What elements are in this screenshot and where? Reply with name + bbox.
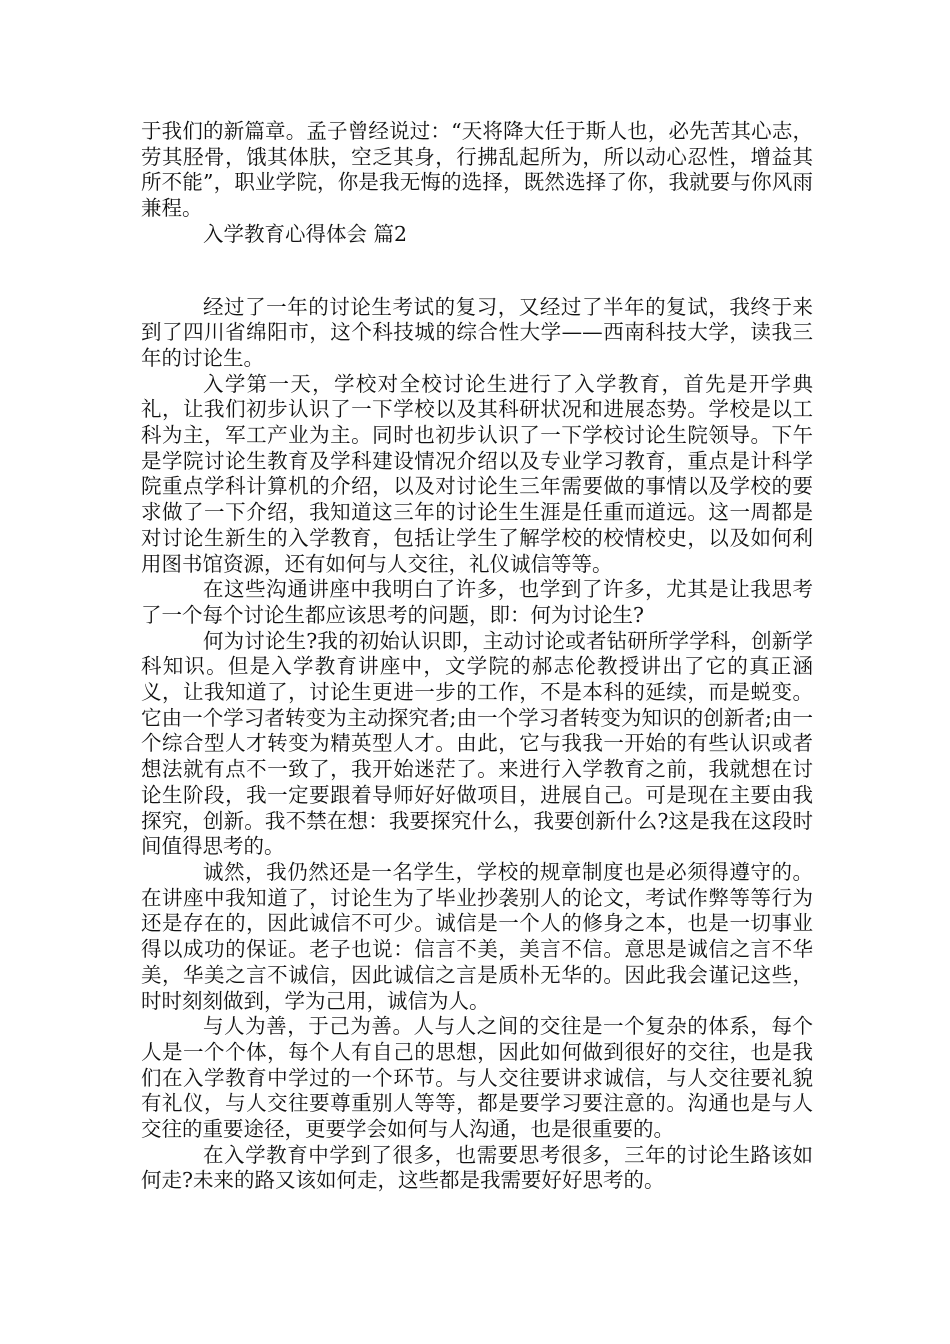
paragraph: 何为讨论生?我的初始认识即，主动讨论或者钻研所学学科，创新学科知识。但是入学教育讲座中，文学院的郝志伦教授讲出了它的真正涵义，让我知道了，讨论生更进一步的工作，不是本科的延续，而是蜕变。它由一个学习者转变为主动探究者;由一个学习者转变为知识的创新者;由一个综合型人才转变为精英型人才。由此，它与我我一开始的有些认识或者想法就有点不一致了，我开始迷茫了。来进行入学教育之前，我就想在讨论生阶段，我一定要跟着导师好好做项目，进展自己。可是现在主要由我探究，创新。我不禁在想：我要探究什么，我要创新什么?这是我在这段时间值得思考的。 <box>141 628 813 859</box>
paragraph-continuation: 于我们的新篇章。孟子曾经说过：“天将降大任于斯人也，必先苦其心志，劳其胫骨，饿其体肤，空乏其身，行拂乱起所为，所以动心忍性，增益其所不能”，职业学院，你是我无悔的选择，既然选择了你，我就要与你风雨兼程。 <box>141 119 813 221</box>
paragraph: 经过了一年的讨论生考试的复习，又经过了半年的复试，我终于来到了四川省绵阳市，这个科技城的综合性大学——西南科技大学，读我三年的讨论生。 <box>141 294 813 370</box>
document-body <box>141 119 813 1194</box>
section-spacer <box>141 248 813 295</box>
paragraph: 诚然，我仍然还是一名学生，学校的规章制度也是必须得遵守的。在讲座中我知道了，讨论生为了毕业抄袭别人的论文，考试作弊等等行为还是存在的，因此诚信不可少。诚信是一个人的修身之本，也是一切事业得以成功的保证。老子也说：信言不美，美言不信。意思是诚信之言不华美，华美之言不诚信，因此诚信之言是质朴无华的。因此我会谨记这些，时时刻刻做到，学为己用，诚信为人。 <box>141 859 813 1013</box>
paragraph: 入学第一天，学校对全校讨论生进行了入学教育，首先是开学典礼，让我们初步认识了一下学校以及其科研状况和进展态势。学校是以工科为主，军工产业为主。同时也初步认识了一下学校讨论生院领导。下午是学院讨论生教育及学科建设情况介绍以及专业学习教育，重点是计科学院重点学科计算机的介绍，以及对讨论生三年需要做的事情以及学校的要求做了一下介绍，我知道这三年的讨论生生涯是任重而道远。这一周都是对讨论生新生的入学教育，包括让学生了解学校的校情校史，以及如何利用图书馆资源，还有如何与人交往，礼仪诚信等等。 <box>141 371 813 576</box>
section-heading: 入学教育心得体会 篇2 <box>203 221 408 246</box>
paragraph: 与人为善，于己为善。人与人之间的交往是一个复杂的体系，每个人是一个个体，每个人有自己的思想，因此如何做到很好的交往，也是我们在入学教育中学过的一个环节。与人交往要讲求诚信，与人交往要礼貌有礼仪，与人交往要尊重别人等等，都是要学习要注意的。沟通也是与人交往的重要途径，更要学会如何与人沟通，也是很重要的。 <box>141 1014 813 1142</box>
paragraph: 在这些沟通讲座中我明白了许多，也学到了许多，尤其是让我思考了一个每个讨论生都应该思考的问题，即：何为讨论生? <box>141 577 813 627</box>
paragraph: 在入学教育中学到了很多，也需要思考很多，三年的讨论生路该如何走?未来的路又该如何走，这些都是我需要好好思考的。 <box>141 1142 813 1193</box>
